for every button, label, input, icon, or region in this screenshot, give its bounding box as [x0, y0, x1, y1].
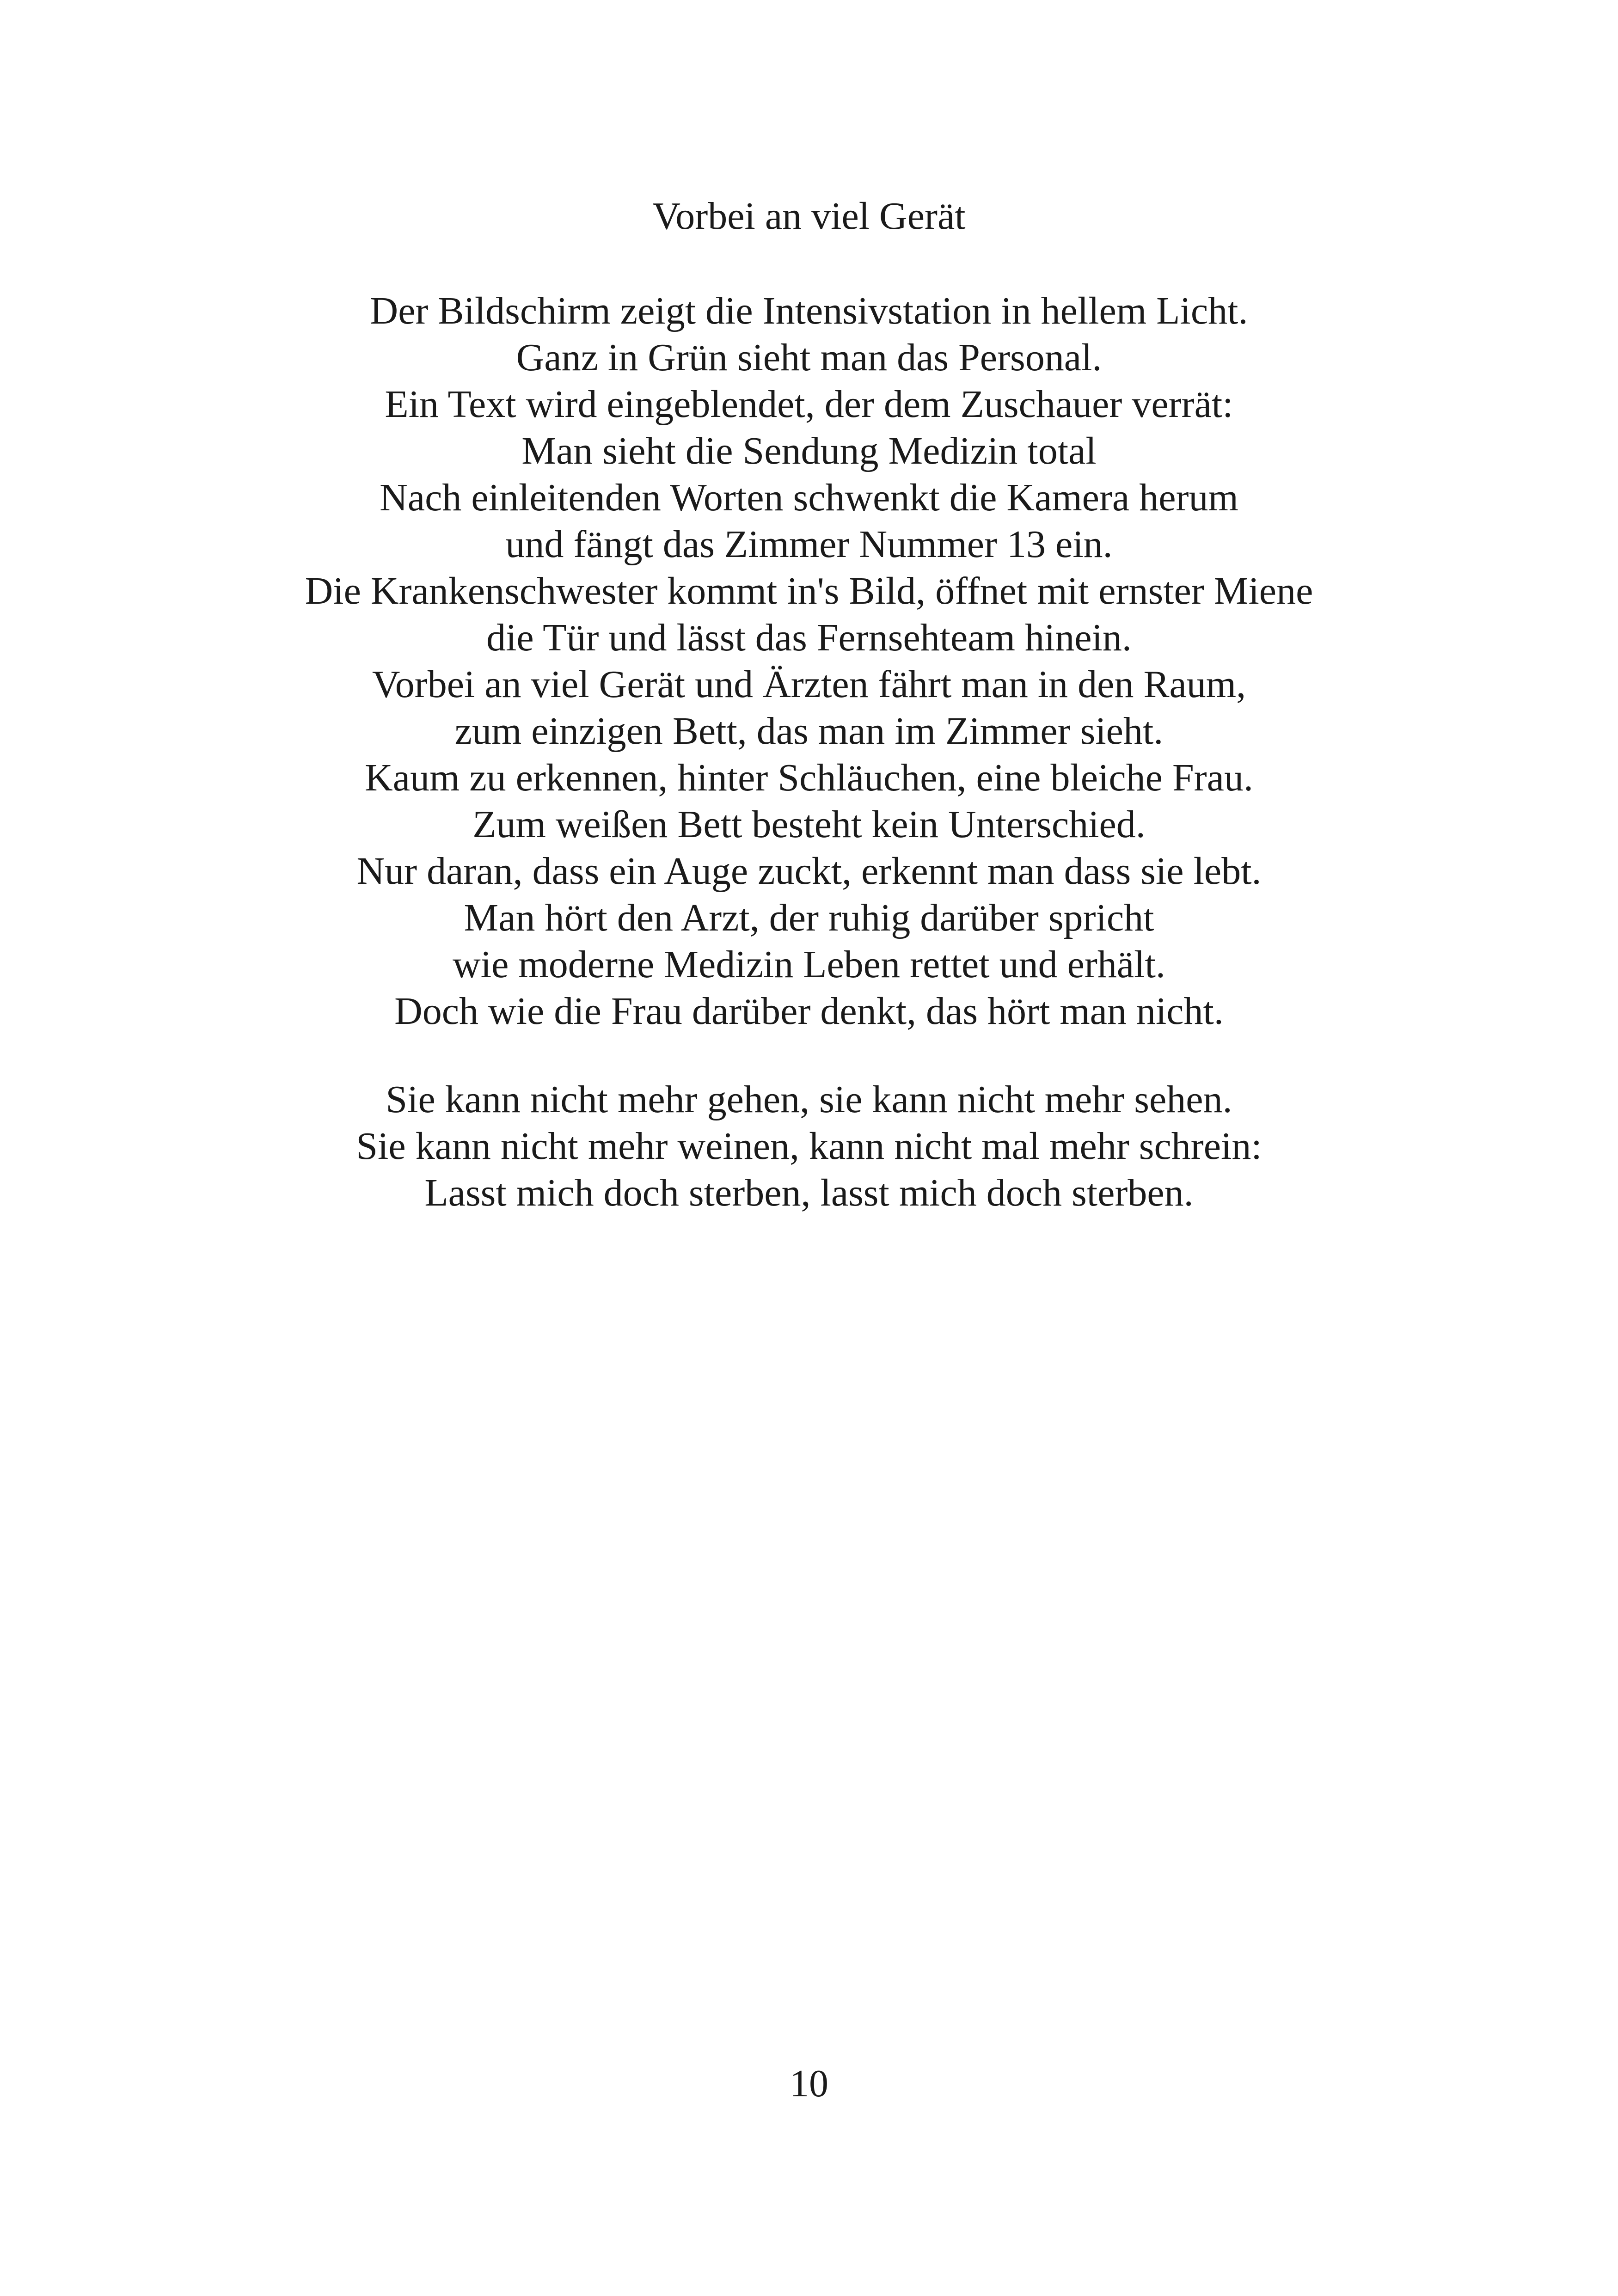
poem-line: Die Krankenschwester kommt in's Bild, öffnet mit ernster Miene	[305, 569, 1313, 612]
poem-line: wie moderne Medizin Leben rettet und erhält.	[453, 943, 1165, 986]
poem-line: Kaum zu erkennen, hinter Schläuchen, eine bleiche Frau.	[365, 756, 1253, 799]
poem-line: Zum weißen Bett besteht kein Unterschied.	[472, 803, 1146, 846]
poem-line: die Tür und lässt das Fernsehteam hinein.	[486, 616, 1132, 659]
poem-title: Vorbei an viel Gerät	[652, 195, 966, 238]
poem-line: Nach einleitenden Worten schwenkt die Kamera herum	[380, 476, 1238, 519]
poem-line: Sie kann nicht mehr weinen, kann nicht mal mehr schrein:	[356, 1125, 1262, 1168]
poem-line: und fängt das Zimmer Nummer 13 ein.	[505, 523, 1113, 566]
poem-line: Nur daran, dass ein Auge zuckt, erkennt man dass sie lebt.	[356, 850, 1262, 893]
poem-line: Vorbei an viel Gerät und Ärzten fährt man in den Raum,	[372, 663, 1246, 706]
poem-line: Man hört den Arzt, der ruhig darüber spricht	[464, 896, 1154, 939]
poem-line: Sie kann nicht mehr gehen, sie kann nicht mehr sehen.	[386, 1078, 1232, 1121]
poem-line: Doch wie die Frau darüber denkt, das hört man nicht.	[394, 990, 1224, 1033]
poem-line: Ein Text wird eingeblendet, der dem Zuschauer verrät:	[385, 383, 1233, 426]
page-number: 10	[790, 2062, 828, 2105]
poem-line: zum einzigen Bett, das man im Zimmer sieht.	[454, 710, 1164, 753]
poem-stanza-1	[0, 288, 1618, 1035]
poem-line: Lasst mich doch sterben, lasst mich doch sterben.	[424, 1171, 1194, 1214]
poem-line: Man sieht die Sendung Medizin total	[521, 429, 1097, 472]
poem-line: Ganz in Grün sieht man das Personal.	[516, 336, 1102, 379]
poem-line: Der Bildschirm zeigt die Intensivstation in hellem Licht.	[370, 289, 1248, 332]
poem-stanza-2	[0, 1076, 1618, 1216]
